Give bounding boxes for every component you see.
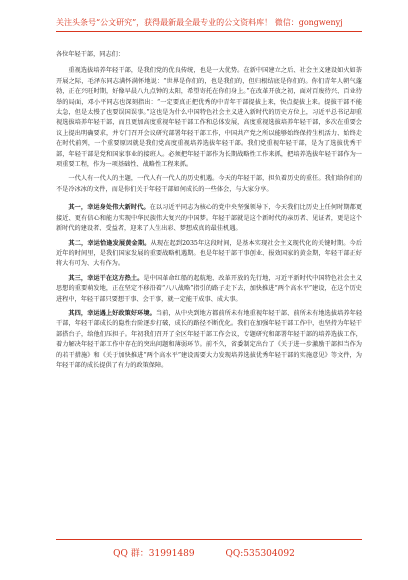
lead-paragraph: 一代人有一代人的主题，一代人有一代人的历史机遇。今天的年轻干部，担负着历史的重任。我们给你们的不是冷冰冰的文件，而是你们关于年轻干部如何成长的一些体会，与大家分享。 (56, 175, 362, 193)
section-3-heading: 其三，幸运干在这方热土。 (68, 274, 144, 282)
header-banner: 关注头条号“公文研究”，获得最新最全最专业的公文资料库！ 微信：gongwenyj (56, 18, 343, 27)
section-2 (56, 239, 362, 270)
greeting: 各位年轻干部，同志们： (56, 51, 125, 58)
section-2-heading: 其二，幸运恰逢发展黄金期。 (68, 239, 151, 247)
section-1 (56, 203, 362, 234)
section-4-body: 当前，从中央到地方都前所未有地重视年轻干部、前所未有地选拔培养年轻干部，年轻干部成长的隐性台阶逐步打破，成长的路径不断优化。我们在加强年轻干部工作中，也坚持为年轻干部搭台子，给他们压担子。年初我们召开了全区年轻干部工作会议，专题研究和部署年轻干部的培养选拔工作，着力解决年轻干部工作中存在的突出问题和薄弱环节。前不久，省委制定出台了《关于进一步激励干部担当作为的若干措施》和《关于加快推进“两个高水平”建设需要大力发现培养选拔优秀年轻干部的实施意见》等文件，为年轻干部的成长提供了有力的政策保障。 (56, 309, 363, 369)
section-1-body: 在以习近平同志为核心的党中央坚强领导下，今天我们比历史上任何时期都更接近、更有信心和能力实现中华民族伟大复兴的中国梦。年轻干部就是这个新时代的亲历者、见证者，更是这个新时代的建设者、受益者，迎来了人生出彩、梦想成真的最佳机遇。 (56, 204, 363, 233)
header-rule (56, 31, 362, 32)
section-2-body: 从现在起到2035年这段时间，是基本实现社会主义现代化的关键时期。今后近年的时间里，是我们国家发展的重要战略机遇期。也是年轻干部干事创业、报效国家的黄金期，年轻干部正好将大有可为、大有作为。 (56, 239, 363, 268)
section-3-body: 是中国革命红船的起航地、改革开放的先行地，习近平新时代中国特色社会主义思想的重要萌发地，正在坚定不移沿着“八八战略”指引的路子走下去，加快推进“两个高水平”建设，在这个历史进程中，年轻干部只要想干事、会干事，就一定能干成事、成大事。 (56, 274, 363, 303)
footer-rule (56, 539, 362, 540)
section-4 (56, 309, 362, 371)
qq-group: QQ 群：31991489 (113, 549, 195, 559)
footer (0, 546, 408, 559)
section-3 (56, 274, 362, 305)
section-1-heading: 其一，幸运身处伟大新时代。 (68, 204, 150, 212)
section-4-heading: 其四，幸运遇上好政策好环境。 (68, 309, 156, 317)
qq-contact: QQ:535304092 (225, 549, 295, 559)
intro-paragraph: 重视选拔培养年轻干部，是我们党的优良传统，也是一大优势。在新中国建立之后、社会主义建设如火如荼开展之际，毛泽东同志满怀满怀地说：“世界是你们的，也是我们的，但归根结底是你们的。你们青年人朝气蓬勃，正在兴旺时期，好像早晨八九点钟的太阳，希望寄托在你们身上。”在改革开放之初，面对百废待兴、百业待举的局面，邓小平同志也深刻指出：“一定要真正把优秀的中青年干部提拔上来，快点提拔上来。提拔干部不能太急，但是太慢了也要误国误事。”这也是为什么中国特色社会主义进入新时代的历史方位上，习近平总书记却重视选拔培养年轻干部，而且更加高度重视年轻干部工作和总体发展，高度重视选拔培养年轻干部，多次在重要会议上提出明确要求，并专门召开会议研究部署年轻干部工作，中国共产党之所以能够始终保持生机活力、始终走在时代前列，一个重要原因就是我们党高度重视培养选拔年轻干部。我们党重视年轻干部，是为了选拔优秀干部，年轻干部是党和国家事业的接班人。必须把年轻干部作为长期战略性工作来抓，把培养选拔年轻干部作为一项重要工程，作为一项基础性、战略性工程来抓。 (56, 67, 362, 169)
document-body (56, 50, 362, 375)
